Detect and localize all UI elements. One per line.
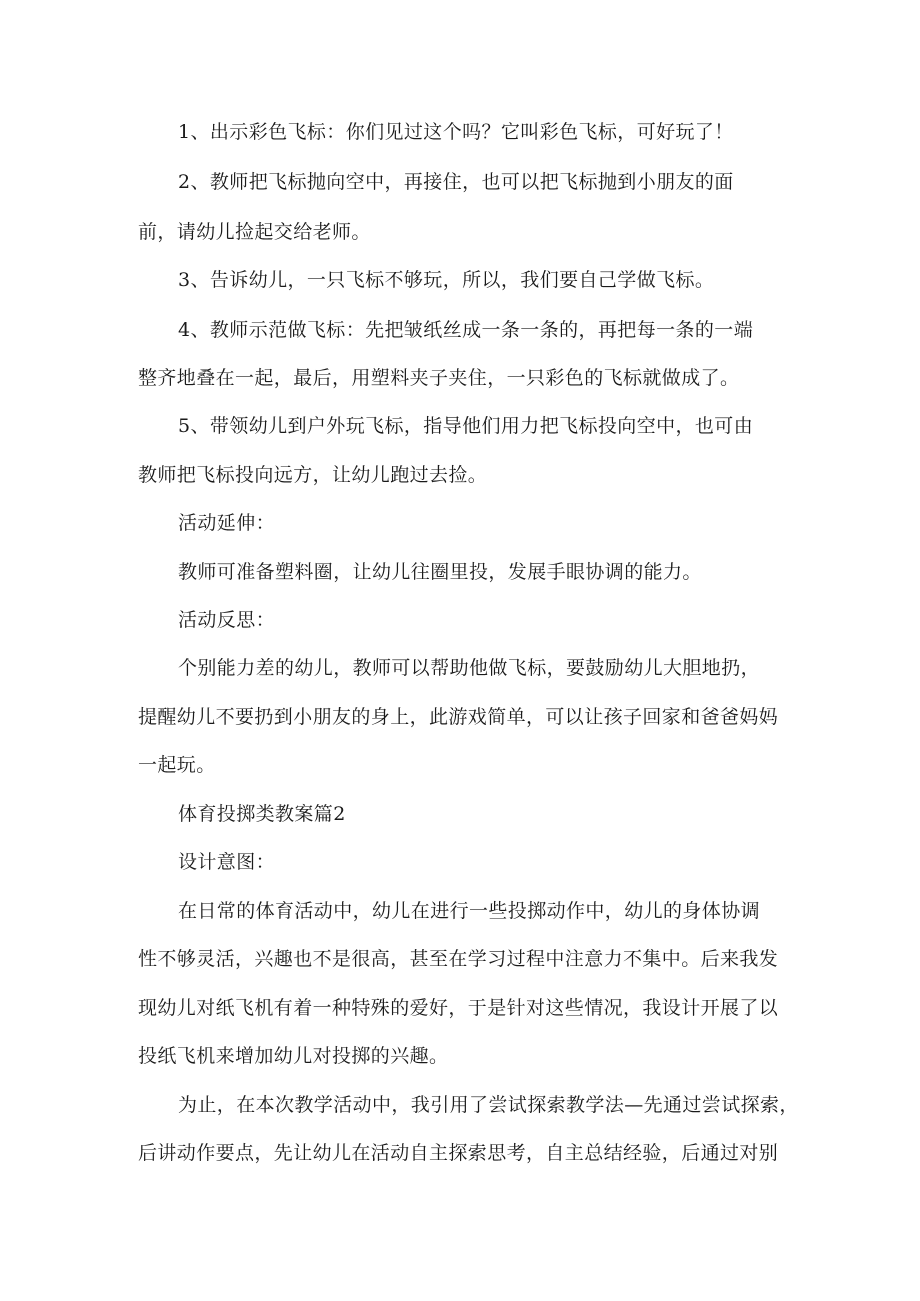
section-heading: 活动延伸： — [178, 512, 276, 534]
text-line: 个别能力差的幼儿，教师可以帮助他做飞标，要鼓励幼儿大胆地扔， — [178, 657, 761, 679]
section-heading: 活动反思： — [178, 609, 276, 631]
text-line: 前，请幼儿捡起交给老师。 — [138, 221, 371, 243]
text-line: 教师可准备塑料圈，让幼儿往圈里投，发展手眼协调的能力。 — [178, 561, 702, 583]
text-line: 后讲动作要点，先让幼儿在活动自主探索思考，自主总结经验，后通过对别 — [138, 1142, 779, 1164]
text-line: 为止，在本次教学活动中，我引用了尝试探索教学法—先通过尝试探索， — [178, 1094, 799, 1116]
section-heading: 设计意图： — [178, 851, 276, 873]
text-line: 4、教师示范做飞标：先把皱纸丝成一条一条的，再把每一条的一端 — [178, 319, 754, 341]
text-line: 性不够灵活，兴趣也不是很高，甚至在学习过程中注意力不集中。后来我发 — [138, 948, 779, 970]
text-line: 现幼儿对纸飞机有着一种特殊的爱好，于是针对这些情况，我设计开展了以 — [138, 997, 779, 1019]
section-title: 体育投掷类教案篇2 — [178, 803, 346, 825]
text-line: 整齐地叠在一起，最后，用塑料夹子夹住，一只彩色的飞标就做成了。 — [138, 367, 740, 389]
text-line: 1、出示彩色飞标：你们见过这个吗？它叫彩色飞标，可好玩了！ — [178, 121, 734, 143]
text-line: 一起玩。 — [138, 754, 216, 776]
text-line: 在日常的体育活动中，幼儿在进行一些投掷动作中，幼儿的身体协调 — [178, 900, 761, 922]
text-line: 提醒幼儿不要扔到小朋友的身上，此游戏简单，可以让孩子回家和爸爸妈妈 — [138, 706, 779, 728]
text-line: 2、教师把飞标抛向空中，再接住，也可以把飞标抛到小朋友的面 — [178, 171, 734, 193]
text-line: 投纸飞机来增加幼儿对投掷的兴趣。 — [138, 1045, 449, 1067]
text-line: 3、告诉幼儿，一只飞标不够玩，所以，我们要自己学做飞标。 — [178, 269, 715, 291]
text-line: 5、带领幼儿到户外玩飞标，指导他们用力把飞标投向空中，也可由 — [178, 415, 754, 437]
text-line: 教师把飞标投向远方，让幼儿跑过去捡。 — [138, 464, 488, 486]
